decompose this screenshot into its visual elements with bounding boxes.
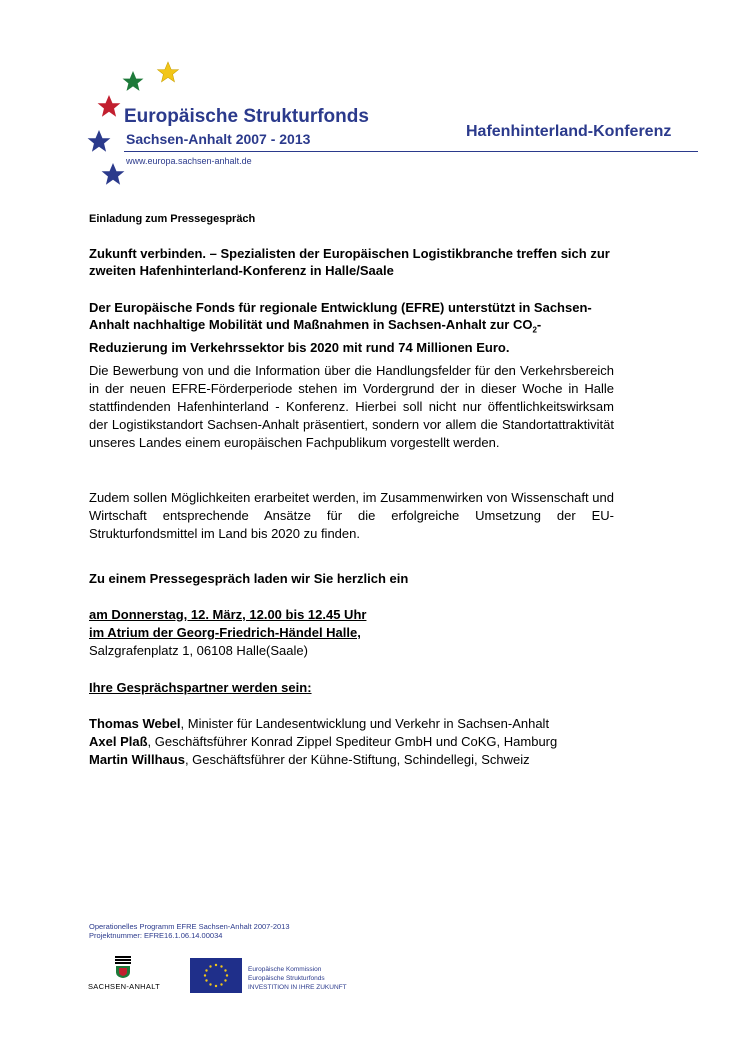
address-line: Salzgrafenplatz 1, 06108 Halle(Saale) <box>89 643 308 658</box>
eu-flag-icon <box>190 958 242 993</box>
partner-row <box>89 751 614 769</box>
eu-caption-line-2: Europäische Strukturfonds <box>248 975 325 982</box>
eu-caption-line-3: INVESTITION IN IHRE ZUKUNFT <box>248 984 347 991</box>
footer-program: Operationelles Programm EFRE Sachsen-Anhalt 2007-2013 <box>89 922 290 931</box>
footer-project: Projektnummer: EFRE16.1.06.14.00034 <box>89 931 223 940</box>
paragraph-1: Die Bewerbung von und die Information über die Handlungsfelder für den Verkehrsbereich in der neuen EFRE-Förderperiode stehen im Vordergrund der in dieser Woche in Halle stattfindenden Hafenhinterland - Konferenz. Hierbei soll nicht nur öffentlichkeitswirksam der Logistikstandort Sachsen-Anhalt präsentiert, sondern vor allem die Standortattraktivität unseres Landes einem europäischen Fachpublikum vorgestellt werden. <box>89 363 614 450</box>
invitation-label: Einladung zum Pressegespräch <box>89 213 256 225</box>
headline-2-part1: Der Europäische Fonds für regionale Entwicklung (EFRE) unterstützt in Sachsen-Anhalt nachhaltige Mobilität und Maßnahmen in Sachsen-Anhalt zur CO <box>89 300 592 332</box>
conference-title: Hafenhinterland-Konferenz <box>466 123 672 140</box>
headline-2-part2: -Reduzierung im Verkehrssektor bis 2020 mit rund 74 Millionen Euro. <box>89 317 542 355</box>
partner-name: Thomas Webel <box>89 716 181 731</box>
partner-role: , Geschäftsführer Konrad Zippel Spediteur GmbH und CoKG, Hamburg <box>147 734 558 749</box>
logo-title: Europäische Strukturfonds <box>124 106 369 127</box>
paragraph-2: Zudem sollen Möglichkeiten erarbeitet werden, im Zusammenwirken von Wissenschaft und Wirtschaft entsprechende Ansätze für die erfolgreiche Umsetzung der EU-Strukturfondsmittel im Land bis 2020 zu finden. <box>89 490 614 541</box>
partners-heading: Ihre Gesprächspartner werden sein: <box>89 680 312 695</box>
partner-row <box>89 715 614 733</box>
place-line: im Atrium der Georg-Friedrich-Händel Halle, <box>89 625 361 640</box>
partner-role: , Minister für Landesentwicklung und Verkehr in Sachsen-Anhalt <box>180 716 550 731</box>
partner-role: , Geschäftsführer der Kühne-Stiftung, Schindellegi, Schweiz <box>184 752 530 767</box>
sachsen-anhalt-coat-of-arms-icon <box>114 956 132 983</box>
sachsen-anhalt-label: SACHSEN-ANHALT <box>88 982 160 991</box>
headline-2 <box>89 299 614 356</box>
logo-url: www.europa.sachsen-anhalt.de <box>126 156 252 166</box>
eu-caption-line-1: Europäische Kommission <box>248 966 322 973</box>
headline-1: Zukunft verbinden. – Spezialisten der Europäischen Logistikbranche treffen sich zur zweiten Hafenhinterland-Konferenz in Halle/Saale <box>89 246 610 278</box>
invite-line: Zu einem Pressegespräch laden wir Sie herzlich ein <box>89 571 409 586</box>
partner-row <box>89 733 614 751</box>
logo-subtitle: Sachsen-Anhalt 2007 - 2013 <box>126 131 311 147</box>
eu-caption <box>248 965 347 992</box>
partner-name: Axel Plaß <box>89 734 148 749</box>
headline-2-subscript: 2 <box>532 325 537 335</box>
date-line: am Donnerstag, 12. März, 12.00 bis 12.45 Uhr <box>89 607 367 622</box>
header-divider <box>124 151 698 152</box>
partner-name: Martin Willhaus <box>89 752 185 767</box>
